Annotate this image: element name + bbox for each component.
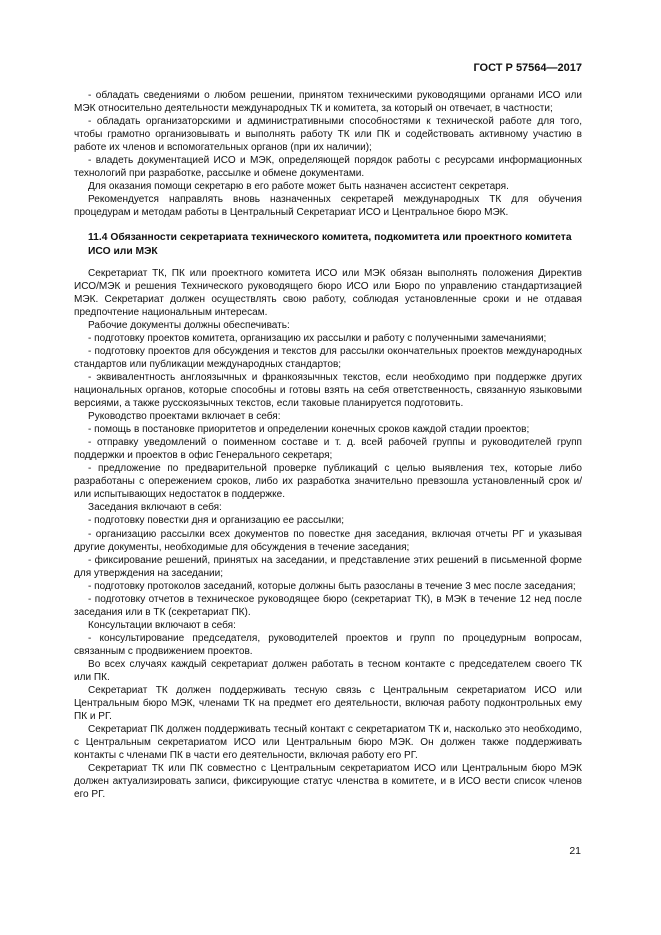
list-item: - подготовку повестки дня и организацию ее рассылки; xyxy=(88,515,344,527)
paragraph: Секретариат ТК должен поддерживать тесную связь с Центральным секретариатом ИСО или Центральным бюро МЭК, членами ТК на предмет его деятельности, включая работу подконтрольных ему ПК и РГ. xyxy=(74,685,582,723)
list-item: - подготовку отчетов в техническое руководящее бюро (секретариат ТК), в МЭК в течение 12 нед после заседания или в ТК (секретариат ПК). xyxy=(74,593,582,618)
paragraph: Руководство проектами включает в себя: xyxy=(88,411,281,423)
paragraph: Секретариат ТК, ПК или проектного комитета ИСО или МЭК обязан выполнять положения Директив ИСО/МЭК и решения Технического руководящего бюро ИСО или Бюро по управлению стандартизацией МЭК. Секретариат должен осуществлять свою работу, соблюдая установленные сроки и не отдавая предпочтение национальным интересам. xyxy=(74,267,582,318)
paragraph: Заседания включают в себя: xyxy=(88,502,222,514)
paragraph: Консультации включают в себя: xyxy=(88,619,236,631)
paragraph: Рабочие документы должны обеспечивать: xyxy=(88,319,290,331)
list-item: - подготовку проектов комитета, организацию их рассылки и работу с полученными замечаниями; xyxy=(88,332,547,344)
standard-header: ГОСТ Р 57564—2017 xyxy=(473,62,582,74)
paragraph: Во всех случаях каждый секретариат должен работать в тесном контакте с председателем своего ТК или ПК. xyxy=(74,658,582,684)
list-item: - эквивалентность англоязычных и франкоязычных текстов, если необходимо при поддержке других национальных органов, которые способны и готовы взять на себя ответственность, связанную языковыми версиями, а также русскоязычных текстов, если таковые планируется подготовить. xyxy=(74,371,582,410)
list-item: - отправку уведомлений о поименном составе и т. д. всей рабочей группы и руководителей групп поддержки и проектов в офис Генерального секретаря; xyxy=(74,437,582,462)
paragraph: Секретариат ПК должен поддерживать тесный контакт с секретариатом ТК и, насколько это необходимо, с Центральным секретариатом ИСО или Центральным бюро МЭК. Он должен также поддерживать контакты с членами ПК в части его деятельности, включая работу его РГ. xyxy=(74,724,582,762)
paragraph: Секретариат ТК или ПК совместно с Центральным секретариатом ИСО или Центральным бюро МЭК должен актуализировать записи, фиксирующие статус членства в комитете, и в ИСО вести список членов его РГ. xyxy=(74,763,582,801)
page-number: 21 xyxy=(569,845,581,857)
paragraph: - обладать организаторскими и административными способностями к технической работе для того, чтобы грамотно организовывать и выполнять работу ТК или ПК и содействовать активному участию в работе их членов и вспомогательных органов (при их наличии); xyxy=(74,116,582,154)
section-heading: 11.4 Обязанности секретариата технического комитета, подкомитета или проектного комитета ИСО или МЭК xyxy=(88,232,572,257)
paragraph: Рекомендуется направлять вновь назначенных секретарей международных ТК для обучения процедурам и методам работы в Центральный Секретариат ИСО и Центральное бюро МЭК. xyxy=(74,194,582,219)
paragraph: - владеть документацией ИСО и МЭК, определяющей порядок работы с ресурсами информационных технологий при разработке, рассылке и обмене документами. xyxy=(74,155,582,180)
list-item: - помощь в постановке приоритетов и определении конечных сроков каждой стадии проектов; xyxy=(88,424,530,436)
list-item: - организацию рассылки всех документов по повестке дня заседания, включая отчеты РГ и указывая другие документы, необходимые для обсуждения в течение заседания; xyxy=(74,528,582,553)
paragraph: Для оказания помощи секретарю в его работе может быть назначен ассистент секретаря. xyxy=(88,181,509,193)
list-item: - подготовку протоколов заседаний, которые должны быть разосланы в течение 3 мес после заседания; xyxy=(88,580,576,592)
list-item: - консультирование председателя, руководителей проектов и групп по процедурным вопросам, связанным с продвижением проектов. xyxy=(74,632,582,657)
list-item: - подготовку проектов для обсуждения и текстов для рассылки окончательных проектов международных стандартов или публикации международных стандартов; xyxy=(74,345,582,370)
list-item: - фиксирование решений, принятых на заседании, и представление этих решений в письменной форме для утверждения на заседании; xyxy=(74,554,582,579)
paragraph: - обладать сведениями о любом решении, принятом техническими руководящими органами ИСО или МЭК относительно деятельности международных ТК и комитета, за который он отвечает, в частности; xyxy=(74,90,582,115)
document-body xyxy=(74,89,582,801)
list-item: - предложение по предварительной проверке публикаций с целью выявления тех, которые либо разработаны с опережением сроков, либо их разработка значительно превзошла установленный срок и/или испытывающих недостаток в поддержке. xyxy=(74,463,582,501)
